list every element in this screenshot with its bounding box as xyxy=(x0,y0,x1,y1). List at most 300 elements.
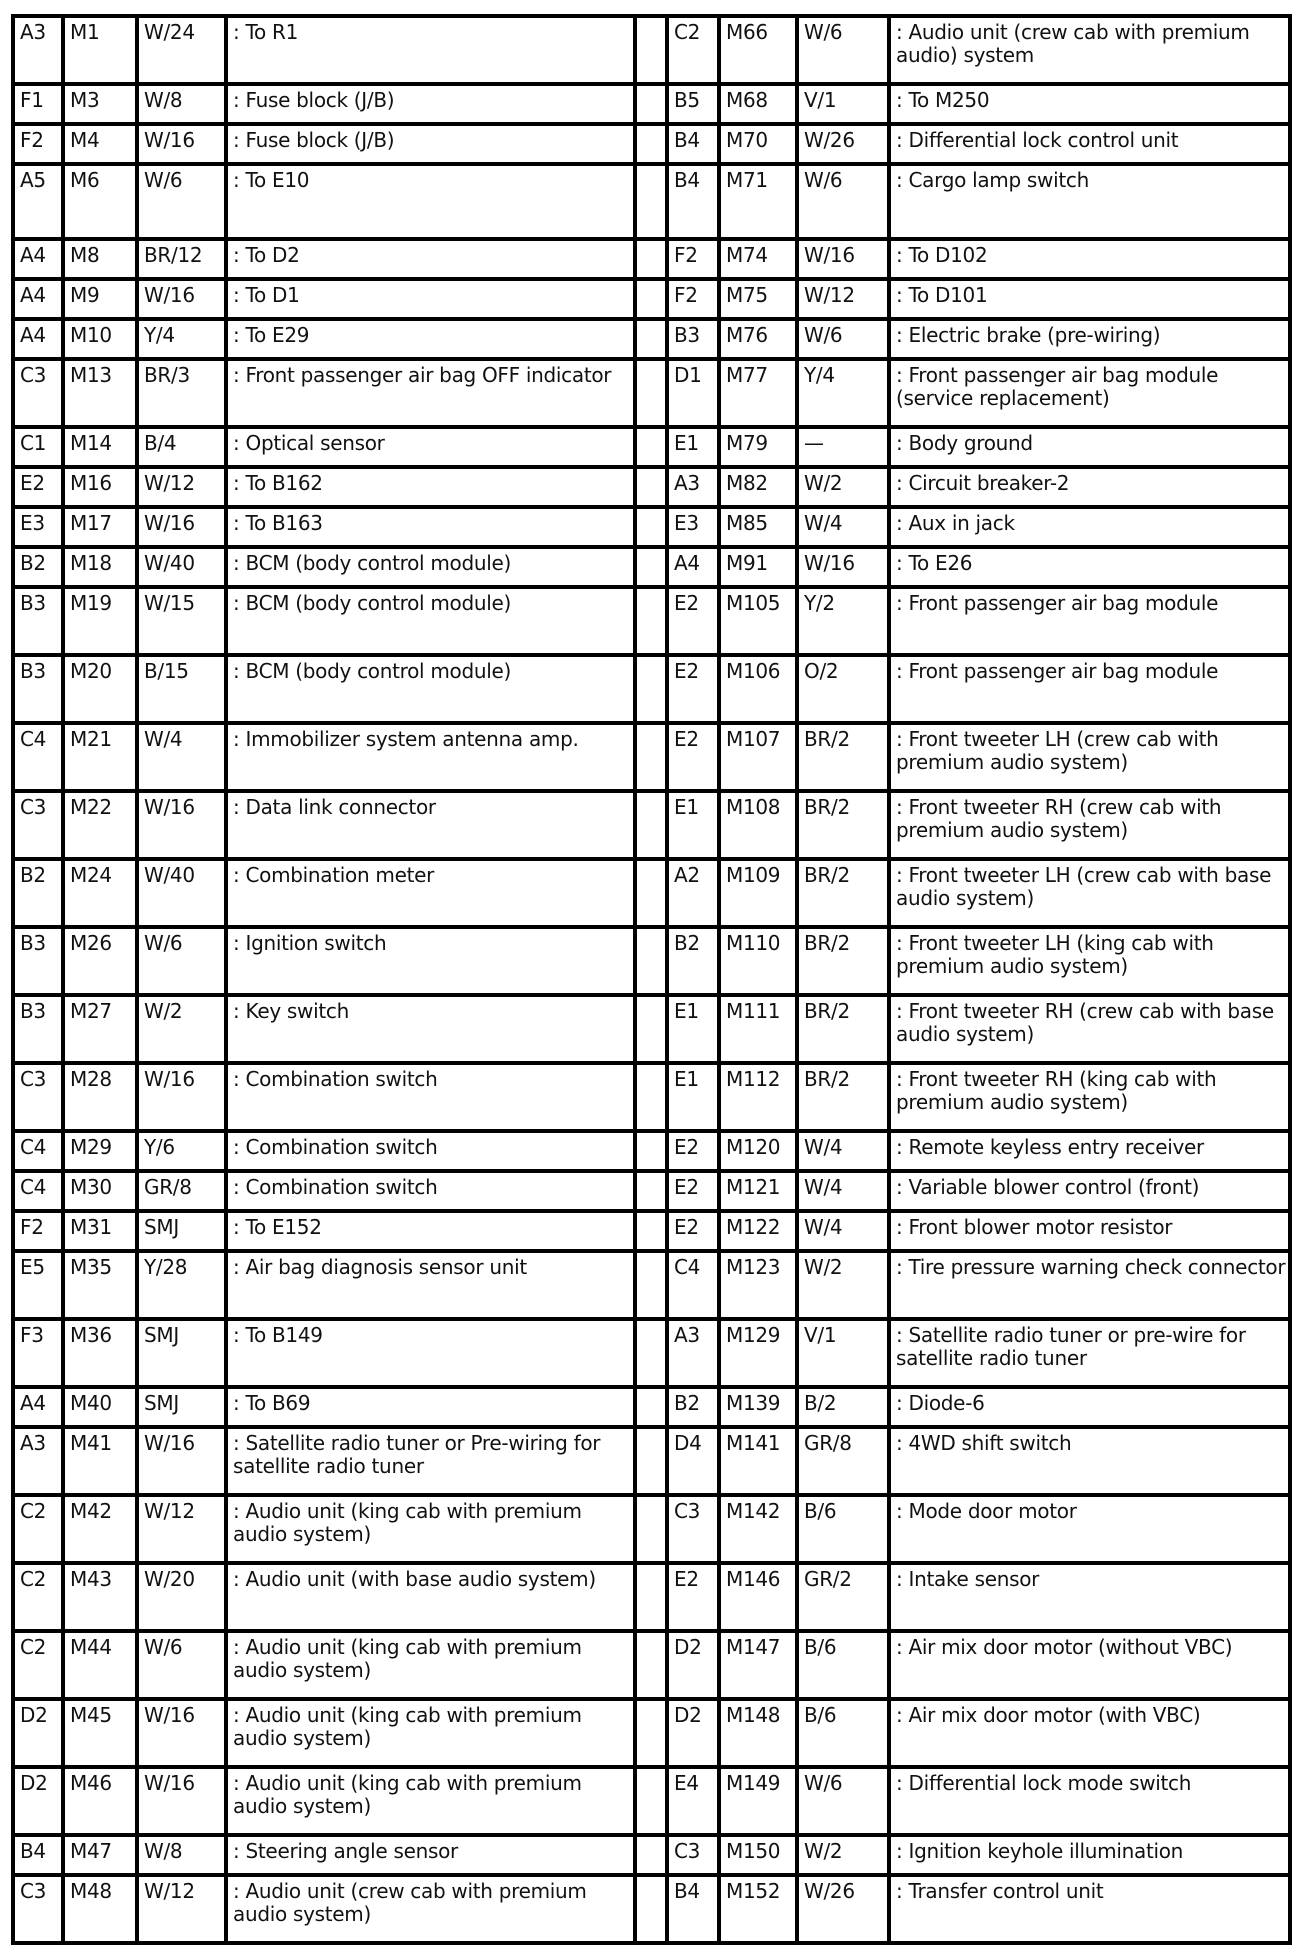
right-color-poles-cell: BR/2 xyxy=(797,859,889,927)
left-grid-ref-cell: C2 xyxy=(15,1563,63,1631)
left-description-cell: : Data link connector xyxy=(226,791,635,859)
left-grid-ref-cell: B3 xyxy=(15,995,63,1063)
column-separator xyxy=(635,1171,667,1211)
left-grid-ref-cell: A4 xyxy=(15,279,63,319)
left-color-poles-cell: W/15 xyxy=(137,587,226,655)
right-color-poles-cell: W/16 xyxy=(797,239,889,279)
right-description-cell: : Front tweeter RH (crew cab with base audio system) xyxy=(889,995,1292,1063)
left-description-cell: : Combination switch xyxy=(226,1131,635,1171)
right-grid-ref-cell: A4 xyxy=(667,547,719,587)
left-grid-ref-cell: C1 xyxy=(15,427,63,467)
left-connector-id-cell: M27 xyxy=(63,995,137,1063)
right-connector-id-cell: M106 xyxy=(719,655,797,723)
right-description-cell: : Air mix door motor (with VBC) xyxy=(889,1699,1292,1767)
left-grid-ref-cell: C2 xyxy=(15,1495,63,1563)
left-color-poles-cell: SMJ xyxy=(137,1387,226,1427)
left-color-poles-cell: W/6 xyxy=(137,164,226,239)
right-description-cell: : Aux in jack xyxy=(889,507,1292,547)
right-connector-id-cell: M79 xyxy=(719,427,797,467)
right-connector-id-cell: M152 xyxy=(719,1875,797,1941)
left-description-cell: : Audio unit (king cab with premium audio system) xyxy=(226,1699,635,1767)
left-description-cell: : Audio unit (king cab with premium audio system) xyxy=(226,1631,635,1699)
column-separator xyxy=(635,1131,667,1171)
table-row xyxy=(15,1251,1292,1319)
right-connector-id-cell: M107 xyxy=(719,723,797,791)
left-grid-ref-cell: F3 xyxy=(15,1319,63,1387)
right-grid-ref-cell: E1 xyxy=(667,995,719,1063)
connector-list-sheet xyxy=(11,14,1292,1945)
left-description-cell: : Fuse block (J/B) xyxy=(226,84,635,124)
right-grid-ref-cell: E3 xyxy=(667,507,719,547)
left-grid-ref-cell: F1 xyxy=(15,84,63,124)
right-color-poles-cell: W/6 xyxy=(797,164,889,239)
right-connector-id-cell: M71 xyxy=(719,164,797,239)
table-row xyxy=(15,1171,1292,1211)
left-connector-id-cell: M24 xyxy=(63,859,137,927)
left-connector-id-cell: M44 xyxy=(63,1631,137,1699)
right-color-poles-cell: — xyxy=(797,427,889,467)
right-color-poles-cell: W/26 xyxy=(797,124,889,164)
column-separator xyxy=(635,427,667,467)
right-description-cell: : To D102 xyxy=(889,239,1292,279)
right-description-cell: : Front passenger air bag module (service replacement) xyxy=(889,359,1292,427)
left-connector-id-cell: M31 xyxy=(63,1211,137,1251)
right-connector-id-cell: M150 xyxy=(719,1835,797,1875)
left-connector-id-cell: M29 xyxy=(63,1131,137,1171)
right-connector-id-cell: M149 xyxy=(719,1767,797,1835)
left-grid-ref-cell: B3 xyxy=(15,927,63,995)
right-grid-ref-cell: C3 xyxy=(667,1835,719,1875)
left-connector-id-cell: M19 xyxy=(63,587,137,655)
table-row xyxy=(15,655,1292,723)
column-separator xyxy=(635,859,667,927)
right-connector-id-cell: M66 xyxy=(719,18,797,84)
right-description-cell: : Intake sensor xyxy=(889,1563,1292,1631)
left-color-poles-cell: W/16 xyxy=(137,124,226,164)
right-connector-id-cell: M120 xyxy=(719,1131,797,1171)
left-color-poles-cell: W/20 xyxy=(137,1563,226,1631)
left-description-cell: : To E29 xyxy=(226,319,635,359)
left-description-cell: : Audio unit (king cab with premium audio system) xyxy=(226,1495,635,1563)
right-color-poles-cell: GR/2 xyxy=(797,1563,889,1631)
right-grid-ref-cell: E2 xyxy=(667,1563,719,1631)
right-connector-id-cell: M148 xyxy=(719,1699,797,1767)
right-grid-ref-cell: E2 xyxy=(667,1211,719,1251)
left-color-poles-cell: W/12 xyxy=(137,1875,226,1941)
right-description-cell: : To D101 xyxy=(889,279,1292,319)
left-grid-ref-cell: B2 xyxy=(15,547,63,587)
right-grid-ref-cell: A3 xyxy=(667,1319,719,1387)
left-grid-ref-cell: B2 xyxy=(15,859,63,927)
left-connector-id-cell: M14 xyxy=(63,427,137,467)
right-description-cell: : Differential lock mode switch xyxy=(889,1767,1292,1835)
left-connector-id-cell: M42 xyxy=(63,1495,137,1563)
right-color-poles-cell: B/2 xyxy=(797,1387,889,1427)
right-description-cell: : Satellite radio tuner or pre-wire for satellite radio tuner xyxy=(889,1319,1292,1387)
column-separator xyxy=(635,1319,667,1387)
right-grid-ref-cell: A2 xyxy=(667,859,719,927)
right-color-poles-cell: Y/4 xyxy=(797,359,889,427)
left-description-cell: : Combination switch xyxy=(226,1171,635,1211)
left-color-poles-cell: W/2 xyxy=(137,995,226,1063)
right-description-cell: : Tire pressure warning check connector xyxy=(889,1251,1292,1319)
right-grid-ref-cell: E2 xyxy=(667,723,719,791)
left-grid-ref-cell: D2 xyxy=(15,1699,63,1767)
right-connector-id-cell: M91 xyxy=(719,547,797,587)
left-color-poles-cell: B/4 xyxy=(137,427,226,467)
left-grid-ref-cell: B3 xyxy=(15,587,63,655)
left-color-poles-cell: Y/28 xyxy=(137,1251,226,1319)
left-grid-ref-cell: C3 xyxy=(15,359,63,427)
left-grid-ref-cell: D2 xyxy=(15,1767,63,1835)
left-color-poles-cell: W/16 xyxy=(137,1427,226,1495)
right-color-poles-cell: BR/2 xyxy=(797,995,889,1063)
column-separator xyxy=(635,124,667,164)
left-connector-id-cell: M28 xyxy=(63,1063,137,1131)
right-connector-id-cell: M77 xyxy=(719,359,797,427)
left-connector-id-cell: M1 xyxy=(63,18,137,84)
left-grid-ref-cell: B4 xyxy=(15,1835,63,1875)
right-color-poles-cell: W/4 xyxy=(797,1171,889,1211)
right-description-cell: : Electric brake (pre-wiring) xyxy=(889,319,1292,359)
column-separator xyxy=(635,927,667,995)
left-description-cell: : Optical sensor xyxy=(226,427,635,467)
table-row xyxy=(15,995,1292,1063)
left-grid-ref-cell: E3 xyxy=(15,507,63,547)
left-description-cell: : Immobilizer system antenna amp. xyxy=(226,723,635,791)
left-description-cell: : BCM (body control module) xyxy=(226,655,635,723)
left-description-cell: : Steering angle sensor xyxy=(226,1835,635,1875)
left-color-poles-cell: B/15 xyxy=(137,655,226,723)
right-color-poles-cell: BR/2 xyxy=(797,791,889,859)
right-color-poles-cell: W/16 xyxy=(797,547,889,587)
left-grid-ref-cell: A4 xyxy=(15,319,63,359)
left-grid-ref-cell: C3 xyxy=(15,1063,63,1131)
column-separator xyxy=(635,1631,667,1699)
left-description-cell: : Front passenger air bag OFF indicator xyxy=(226,359,635,427)
right-description-cell: : Differential lock control unit xyxy=(889,124,1292,164)
right-connector-id-cell: M122 xyxy=(719,1211,797,1251)
right-color-poles-cell: B/6 xyxy=(797,1495,889,1563)
left-connector-id-cell: M48 xyxy=(63,1875,137,1941)
right-grid-ref-cell: D2 xyxy=(667,1631,719,1699)
left-connector-id-cell: M43 xyxy=(63,1563,137,1631)
right-grid-ref-cell: D2 xyxy=(667,1699,719,1767)
column-separator xyxy=(635,1427,667,1495)
right-color-poles-cell: V/1 xyxy=(797,84,889,124)
left-description-cell: : Fuse block (J/B) xyxy=(226,124,635,164)
connector-table-body xyxy=(15,18,1292,1941)
table-row xyxy=(15,1387,1292,1427)
left-color-poles-cell: W/16 xyxy=(137,1699,226,1767)
left-grid-ref-cell: A3 xyxy=(15,1427,63,1495)
left-grid-ref-cell: E5 xyxy=(15,1251,63,1319)
right-grid-ref-cell: E1 xyxy=(667,1063,719,1131)
right-grid-ref-cell: B2 xyxy=(667,1387,719,1427)
table-row xyxy=(15,279,1292,319)
right-description-cell: : Variable blower control (front) xyxy=(889,1171,1292,1211)
right-description-cell: : Circuit breaker-2 xyxy=(889,467,1292,507)
left-description-cell: : To D2 xyxy=(226,239,635,279)
left-grid-ref-cell: F2 xyxy=(15,1211,63,1251)
left-connector-id-cell: M36 xyxy=(63,1319,137,1387)
left-color-poles-cell: W/16 xyxy=(137,1063,226,1131)
right-grid-ref-cell: E1 xyxy=(667,791,719,859)
right-grid-ref-cell: B4 xyxy=(667,1875,719,1941)
right-grid-ref-cell: B3 xyxy=(667,319,719,359)
left-connector-id-cell: M9 xyxy=(63,279,137,319)
right-grid-ref-cell: C4 xyxy=(667,1251,719,1319)
table-row xyxy=(15,1767,1292,1835)
left-color-poles-cell: BR/12 xyxy=(137,239,226,279)
left-connector-id-cell: M22 xyxy=(63,791,137,859)
right-description-cell: : Mode door motor xyxy=(889,1495,1292,1563)
table-row xyxy=(15,1631,1292,1699)
right-grid-ref-cell: E2 xyxy=(667,1131,719,1171)
right-description-cell: : Cargo lamp switch xyxy=(889,164,1292,239)
right-grid-ref-cell: B4 xyxy=(667,124,719,164)
left-connector-id-cell: M17 xyxy=(63,507,137,547)
column-separator xyxy=(635,1767,667,1835)
table-row xyxy=(15,164,1292,239)
left-color-poles-cell: W/16 xyxy=(137,791,226,859)
right-description-cell: : Air mix door motor (without VBC) xyxy=(889,1631,1292,1699)
right-color-poles-cell: GR/8 xyxy=(797,1427,889,1495)
right-grid-ref-cell: E2 xyxy=(667,1171,719,1211)
right-description-cell: : Front blower motor resistor xyxy=(889,1211,1292,1251)
column-separator xyxy=(635,18,667,84)
right-color-poles-cell: O/2 xyxy=(797,655,889,723)
right-grid-ref-cell: B2 xyxy=(667,927,719,995)
right-color-poles-cell: W/6 xyxy=(797,18,889,84)
right-color-poles-cell: BR/2 xyxy=(797,723,889,791)
column-separator xyxy=(635,84,667,124)
right-color-poles-cell: W/2 xyxy=(797,1251,889,1319)
left-description-cell: : To E152 xyxy=(226,1211,635,1251)
right-connector-id-cell: M142 xyxy=(719,1495,797,1563)
left-color-poles-cell: W/8 xyxy=(137,1835,226,1875)
left-description-cell: : BCM (body control module) xyxy=(226,587,635,655)
table-row xyxy=(15,587,1292,655)
right-connector-id-cell: M74 xyxy=(719,239,797,279)
column-separator xyxy=(635,723,667,791)
right-color-poles-cell: W/4 xyxy=(797,1131,889,1171)
table-row xyxy=(15,859,1292,927)
column-separator xyxy=(635,359,667,427)
left-color-poles-cell: Y/6 xyxy=(137,1131,226,1171)
right-color-poles-cell: BR/2 xyxy=(797,927,889,995)
column-separator xyxy=(635,467,667,507)
column-separator xyxy=(635,279,667,319)
left-color-poles-cell: W/40 xyxy=(137,859,226,927)
right-description-cell: : Front passenger air bag module xyxy=(889,587,1292,655)
column-separator xyxy=(635,1387,667,1427)
table-row xyxy=(15,1319,1292,1387)
left-description-cell: : Key switch xyxy=(226,995,635,1063)
left-color-poles-cell: W/6 xyxy=(137,1631,226,1699)
left-color-poles-cell: W/16 xyxy=(137,507,226,547)
right-description-cell: : Transfer control unit xyxy=(889,1875,1292,1941)
left-description-cell: : To B149 xyxy=(226,1319,635,1387)
right-description-cell: : Front tweeter LH (king cab with premium audio system) xyxy=(889,927,1292,995)
table-row xyxy=(15,791,1292,859)
right-connector-id-cell: M68 xyxy=(719,84,797,124)
left-description-cell: : To R1 xyxy=(226,18,635,84)
right-connector-id-cell: M82 xyxy=(719,467,797,507)
left-color-poles-cell: W/8 xyxy=(137,84,226,124)
left-color-poles-cell: Y/4 xyxy=(137,319,226,359)
right-grid-ref-cell: B5 xyxy=(667,84,719,124)
table-row xyxy=(15,927,1292,995)
left-grid-ref-cell: A5 xyxy=(15,164,63,239)
table-row xyxy=(15,723,1292,791)
right-grid-ref-cell: E2 xyxy=(667,587,719,655)
table-row xyxy=(15,1563,1292,1631)
column-separator xyxy=(635,791,667,859)
table-row xyxy=(15,18,1292,84)
left-grid-ref-cell: F2 xyxy=(15,124,63,164)
right-description-cell: : Front tweeter LH (crew cab with base audio system) xyxy=(889,859,1292,927)
table-row xyxy=(15,359,1292,427)
left-connector-id-cell: M40 xyxy=(63,1387,137,1427)
right-color-poles-cell: W/26 xyxy=(797,1875,889,1941)
right-description-cell: : Body ground xyxy=(889,427,1292,467)
left-grid-ref-cell: A3 xyxy=(15,18,63,84)
column-separator xyxy=(635,507,667,547)
right-connector-id-cell: M123 xyxy=(719,1251,797,1319)
left-connector-id-cell: M10 xyxy=(63,319,137,359)
column-separator xyxy=(635,164,667,239)
table-row xyxy=(15,1131,1292,1171)
left-connector-id-cell: M20 xyxy=(63,655,137,723)
left-description-cell: : Air bag diagnosis sensor unit xyxy=(226,1251,635,1319)
right-grid-ref-cell: D1 xyxy=(667,359,719,427)
left-description-cell: : To E10 xyxy=(226,164,635,239)
column-separator xyxy=(635,1495,667,1563)
left-connector-id-cell: M16 xyxy=(63,467,137,507)
connector-table xyxy=(15,18,1292,1941)
right-description-cell: : 4WD shift switch xyxy=(889,1427,1292,1495)
left-color-poles-cell: W/40 xyxy=(137,547,226,587)
table-row xyxy=(15,427,1292,467)
left-description-cell: : Combination switch xyxy=(226,1063,635,1131)
left-color-poles-cell: W/6 xyxy=(137,927,226,995)
table-row xyxy=(15,1211,1292,1251)
left-connector-id-cell: M45 xyxy=(63,1699,137,1767)
right-description-cell: : Front passenger air bag module xyxy=(889,655,1292,723)
table-row xyxy=(15,547,1292,587)
right-description-cell: : To E26 xyxy=(889,547,1292,587)
right-grid-ref-cell: F2 xyxy=(667,239,719,279)
right-color-poles-cell: B/6 xyxy=(797,1699,889,1767)
right-description-cell: : Audio unit (crew cab with premium audio) system xyxy=(889,18,1292,84)
right-grid-ref-cell: C2 xyxy=(667,18,719,84)
left-connector-id-cell: M30 xyxy=(63,1171,137,1211)
left-grid-ref-cell: C3 xyxy=(15,1875,63,1941)
right-description-cell: : Diode-6 xyxy=(889,1387,1292,1427)
right-grid-ref-cell: C3 xyxy=(667,1495,719,1563)
table-row xyxy=(15,1495,1292,1563)
right-description-cell: : Front tweeter RH (king cab with premium audio system) xyxy=(889,1063,1292,1131)
left-connector-id-cell: M21 xyxy=(63,723,137,791)
right-grid-ref-cell: E1 xyxy=(667,427,719,467)
right-connector-id-cell: M105 xyxy=(719,587,797,655)
left-description-cell: : To B69 xyxy=(226,1387,635,1427)
left-description-cell: : To B162 xyxy=(226,467,635,507)
right-description-cell: : Front tweeter RH (crew cab with premium audio system) xyxy=(889,791,1292,859)
left-color-poles-cell: W/12 xyxy=(137,1495,226,1563)
table-row xyxy=(15,1699,1292,1767)
column-separator xyxy=(635,1063,667,1131)
column-separator xyxy=(635,1699,667,1767)
right-description-cell: : Front tweeter LH (crew cab with premium audio system) xyxy=(889,723,1292,791)
right-grid-ref-cell: B4 xyxy=(667,164,719,239)
right-color-poles-cell: W/6 xyxy=(797,1767,889,1835)
left-connector-id-cell: M35 xyxy=(63,1251,137,1319)
left-grid-ref-cell: C3 xyxy=(15,791,63,859)
right-connector-id-cell: M112 xyxy=(719,1063,797,1131)
right-connector-id-cell: M129 xyxy=(719,1319,797,1387)
table-row xyxy=(15,84,1292,124)
left-connector-id-cell: M4 xyxy=(63,124,137,164)
column-separator xyxy=(635,1251,667,1319)
left-color-poles-cell: SMJ xyxy=(137,1211,226,1251)
right-grid-ref-cell: E2 xyxy=(667,655,719,723)
column-separator xyxy=(635,547,667,587)
right-connector-id-cell: M75 xyxy=(719,279,797,319)
right-connector-id-cell: M139 xyxy=(719,1387,797,1427)
column-separator xyxy=(635,587,667,655)
right-color-poles-cell: B/6 xyxy=(797,1631,889,1699)
right-color-poles-cell: V/1 xyxy=(797,1319,889,1387)
left-description-cell: : BCM (body control module) xyxy=(226,547,635,587)
right-grid-ref-cell: F2 xyxy=(667,279,719,319)
right-connector-id-cell: M110 xyxy=(719,927,797,995)
right-connector-id-cell: M121 xyxy=(719,1171,797,1211)
right-connector-id-cell: M76 xyxy=(719,319,797,359)
right-color-poles-cell: W/12 xyxy=(797,279,889,319)
left-connector-id-cell: M8 xyxy=(63,239,137,279)
table-row xyxy=(15,1835,1292,1875)
right-color-poles-cell: W/4 xyxy=(797,1211,889,1251)
right-color-poles-cell: W/6 xyxy=(797,319,889,359)
left-description-cell: : Audio unit (with base audio system) xyxy=(226,1563,635,1631)
left-description-cell: : To D1 xyxy=(226,279,635,319)
left-description-cell: : Audio unit (crew cab with premium audio system) xyxy=(226,1875,635,1941)
left-grid-ref-cell: C4 xyxy=(15,723,63,791)
table-row xyxy=(15,319,1292,359)
right-grid-ref-cell: D4 xyxy=(667,1427,719,1495)
left-connector-id-cell: M3 xyxy=(63,84,137,124)
left-connector-id-cell: M41 xyxy=(63,1427,137,1495)
right-connector-id-cell: M85 xyxy=(719,507,797,547)
right-connector-id-cell: M109 xyxy=(719,859,797,927)
table-row xyxy=(15,1427,1292,1495)
left-color-poles-cell: W/24 xyxy=(137,18,226,84)
column-separator xyxy=(635,1875,667,1941)
left-connector-id-cell: M47 xyxy=(63,1835,137,1875)
right-color-poles-cell: Y/2 xyxy=(797,587,889,655)
left-color-poles-cell: GR/8 xyxy=(137,1171,226,1211)
right-color-poles-cell: W/4 xyxy=(797,507,889,547)
right-grid-ref-cell: E4 xyxy=(667,1767,719,1835)
left-connector-id-cell: M18 xyxy=(63,547,137,587)
column-separator xyxy=(635,319,667,359)
left-grid-ref-cell: C4 xyxy=(15,1171,63,1211)
left-description-cell: : Audio unit (king cab with premium audio system) xyxy=(226,1767,635,1835)
left-color-poles-cell: W/12 xyxy=(137,467,226,507)
left-description-cell: : Ignition switch xyxy=(226,927,635,995)
